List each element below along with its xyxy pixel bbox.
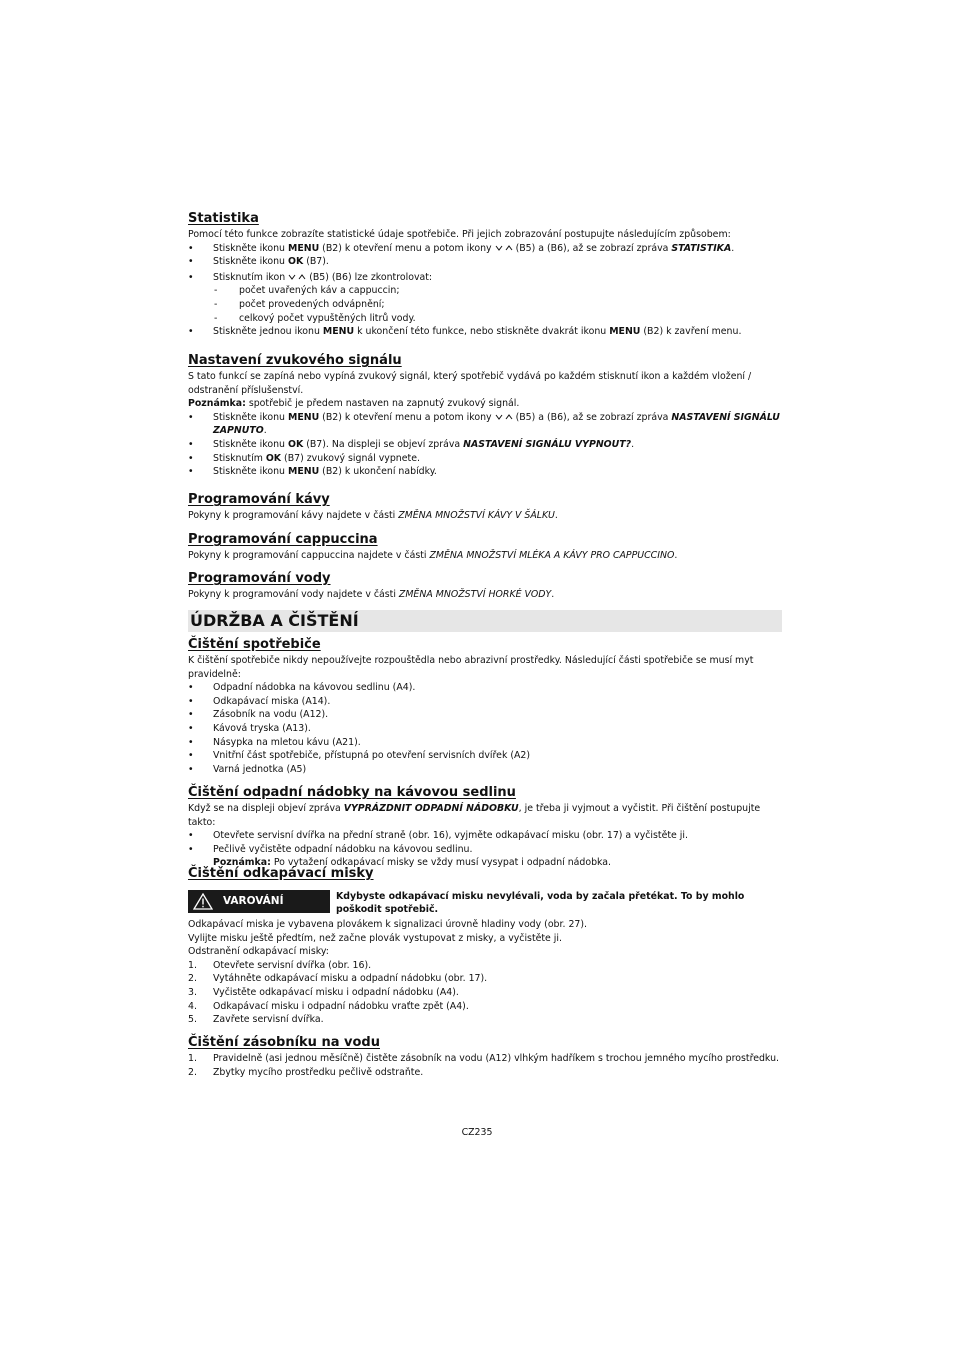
list-item: 4. Odkapávací misku i odpadní nádobku vraťte zpět (A4). [188, 1000, 469, 1012]
section-statistika [188, 210, 782, 339]
up-down-arrows-icon [495, 413, 513, 421]
warning-label: VAROVÁNÍ [223, 895, 284, 907]
statistika-list [188, 242, 782, 285]
list-item: 1. Otevřete servisní dvířka (obr. 16). [188, 959, 372, 971]
zvuk-note: Poznámka: spotřebič je předem nastaven na zapnutý zvukový signál. [188, 398, 520, 410]
statistika-intro: Pomocí této funkce zobrazíte statistické údaje spotřebiče. Při jejich zobrazování postupujte následujícím způsobem: [188, 229, 731, 240]
list-item: • Varná jednotka (A5) [188, 763, 307, 775]
heading-voda: Programování vody [188, 571, 331, 586]
heading-zvuk: Nastavení zvukového signálu [188, 353, 402, 368]
list-item: • Stiskněte ikonu MENU (B2) k otevření menu a potom ikony (B5) a (B6), až se zobrazí zpráva STATISTIKA. [188, 242, 735, 254]
list-item: • Odkapávací miska (A14). [188, 695, 331, 707]
heading-kava: Programování kávy [188, 492, 330, 507]
list-item: - celkový počet vypuštěných litrů vody. [214, 312, 416, 324]
list-item: • Vnitřní část spotřebiče, přístupná po otevření servisních dvířek (A2) [188, 750, 531, 762]
odpadni-note: Poznámka: Po vytažení odkapávací misky se vždy musí vysypat i odpadní nádobka. [213, 857, 612, 869]
list-item: • Stiskněte ikonu OK (B7). [188, 256, 329, 268]
list-item: - počet uvařených káv a cappuccin; [214, 285, 400, 297]
list-item: - počet provedených odvápnění; [214, 298, 385, 310]
section-voda: Programování vody Pokyny k programování vody najdete v části ZMĚNA MNOŽSTVÍ HORKÉ VODY. [188, 570, 782, 602]
page-number: CZ235 [461, 1127, 493, 1138]
heading-zasobnik: Čištění zásobníku na vodu [188, 1035, 380, 1050]
section-odpadni: Čištění odpadní nádobky na kávovou sedlinu Když se na displeji objeví zpráva VYPRÁZDNIT ODPADNÍ NÁDOBKU, je třeba ji vyjmout a vyčistit. Při čištění postupujte takto: • Otevřete servisní dvířka na přední straně (obr. 16), vyjměte odkapávací misku (obr. 17) a vyčistěte ji. • Pečlivě vyčistěte odpadní nádobku na kávovou sedlinu. Poznámka: Po vytažení odkapávací misky se vždy musí vysypat i odpadní nádobka. [188, 784, 782, 870]
heading-cappuccino: Programování cappuccina [188, 532, 378, 547]
heading-statistika: Statistika [188, 211, 259, 226]
warning-text: Kdybyste odkapávací misku nevylévali, voda by začala přetékat. To by mohlo poškodit spotřebič. [336, 891, 745, 915]
section-kava: Programování kávy Pokyny k programování kávy najdete v části ZMĚNA MNOŽSTVÍ KÁVY V ŠÁLKU. [188, 491, 782, 523]
list-item: • Stisknutím OK (B7) zvukový signál vypnete. [188, 452, 420, 464]
list-item: • Stiskněte ikonu MENU (B2) k otevření menu a potom ikony (B5) a (B6), až se zobrazí zpráva NASTAVENÍ SIGNÁLU ZAPNUTO. [188, 411, 780, 437]
heading-odpadni: Čištění odpadní nádobky na kávovou sedlinu [188, 785, 516, 800]
section-zvuk [188, 352, 782, 479]
list-item: • Stiskněte jednou ikonu MENU k ukončení této funkce, nebo stiskněte dvakrát ikonu MENU (B2) k zavření menu. [188, 326, 742, 338]
warning-triangle-icon [193, 893, 213, 910]
list-item: 5. Zavřete servisní dvířka. [188, 1014, 324, 1026]
list-item: 3. Vyčistěte odkapávací misku i odpadní nádobku (A4). [188, 986, 459, 998]
section-cisteni: Čištění spotřebiče K čištění spotřebiče nikdy nepoužívejte rozpouštědla nebo abrazivní prostředky. Následující části spotřebiče se musí myt pravidelně: • Odpadní nádobka na kávovou sedlinu (A4). • Odkapávací miska (A14). • Zásobník na vodu (A12). • Kávová tryska (A13). • Násypka na mletou kávu (A21). • Vnitřní část spotřebiče, přístupná po otevření servisních dvířek (A2) • Varná jednotka (A5) [188, 636, 782, 776]
section-misky-heading [188, 865, 782, 883]
list-item: • Otevřete servisní dvířka na přední straně (obr. 16), vyjměte odkapávací misku (obr. 17) a vyčistěte ji. [188, 830, 688, 842]
section-cappuccino: Programování cappuccina Pokyny k programování cappuccina najdete v části ZMĚNA MNOŽSTVÍ MLÉKA A KÁVY PRO CAPPUCCINO. [188, 531, 782, 563]
section-zasobnik [188, 1034, 782, 1079]
list-item: • Stisknutím ikon (B5) (B6) lze zkontrolovat: [188, 271, 433, 283]
list-item: • Násypka na mletou kávu (A21). [188, 736, 361, 748]
list-item: • Odpadní nádobka na kávovou sedlinu (A4). [188, 682, 416, 694]
list-item: • Zásobník na vodu (A12). [188, 709, 329, 721]
list-item: 2. Vytáhněte odkapávací misku a odpadní nádobku (obr. 17). [188, 973, 488, 985]
up-down-arrows-icon [288, 273, 306, 281]
statistika-sublist [188, 284, 782, 325]
heading-cisteni: Čištění spotřebiče [188, 637, 321, 652]
warning-box [188, 890, 330, 913]
section-misky: Odkapávací miska je vybavena plovákem k signalizaci úrovně hladiny vody (obr. 27). Vylijte misku ještě předtím, než začne plovák vystupovat z misky, a vyčistěte ji. Odstranění odkapávací misky: 1. Otevřete servisní dvířka (obr. 16). 2. Vytáhněte odkapávací misku a odpadní nádobku (obr. 17). 3. Vyčistěte odkapávací misku i odpadní nádobku (A4). 4. Odkapávací misku i odpadní nádobku vraťte zpět (A4). 5. Zavřete servisní dvířka. [188, 918, 782, 1027]
up-down-arrows-icon [495, 244, 513, 252]
list-item: • Pečlivě vyčistěte odpadní nádobku na kávovou sedlinu. [188, 843, 473, 855]
list-item: • Stiskněte ikonu OK (B7). Na displeji se objeví zpráva NASTAVENÍ SIGNÁLU VYPNOUT?. [188, 438, 635, 450]
chapter-title: ÚDRŽBA A ČIŠTĚNÍ [190, 611, 359, 630]
list-item: • Kávová tryska (A13). [188, 722, 311, 734]
chapter-banner [188, 610, 782, 632]
list-item: 1. Pravidelně (asi jednou měsíčně) čistěte zásobník na vodu (A12) vlhkým hadříkem s trochou jemného mycího prostředku. [188, 1053, 779, 1064]
list-item: 2. Zbytky mycího prostředku pečlivě odstraňte. [188, 1066, 424, 1078]
heading-misky: Čištění odkapávací misky [188, 866, 374, 881]
list-item: • Stiskněte ikonu MENU (B2) k ukončení nabídky. [188, 466, 437, 478]
zvuk-intro: S tato funkcí se zapíná nebo vypíná zvukový signál, který spotřebič vydává po každém stisknutí ikon a každém vložení / odstranění příslušenství. [188, 371, 752, 396]
